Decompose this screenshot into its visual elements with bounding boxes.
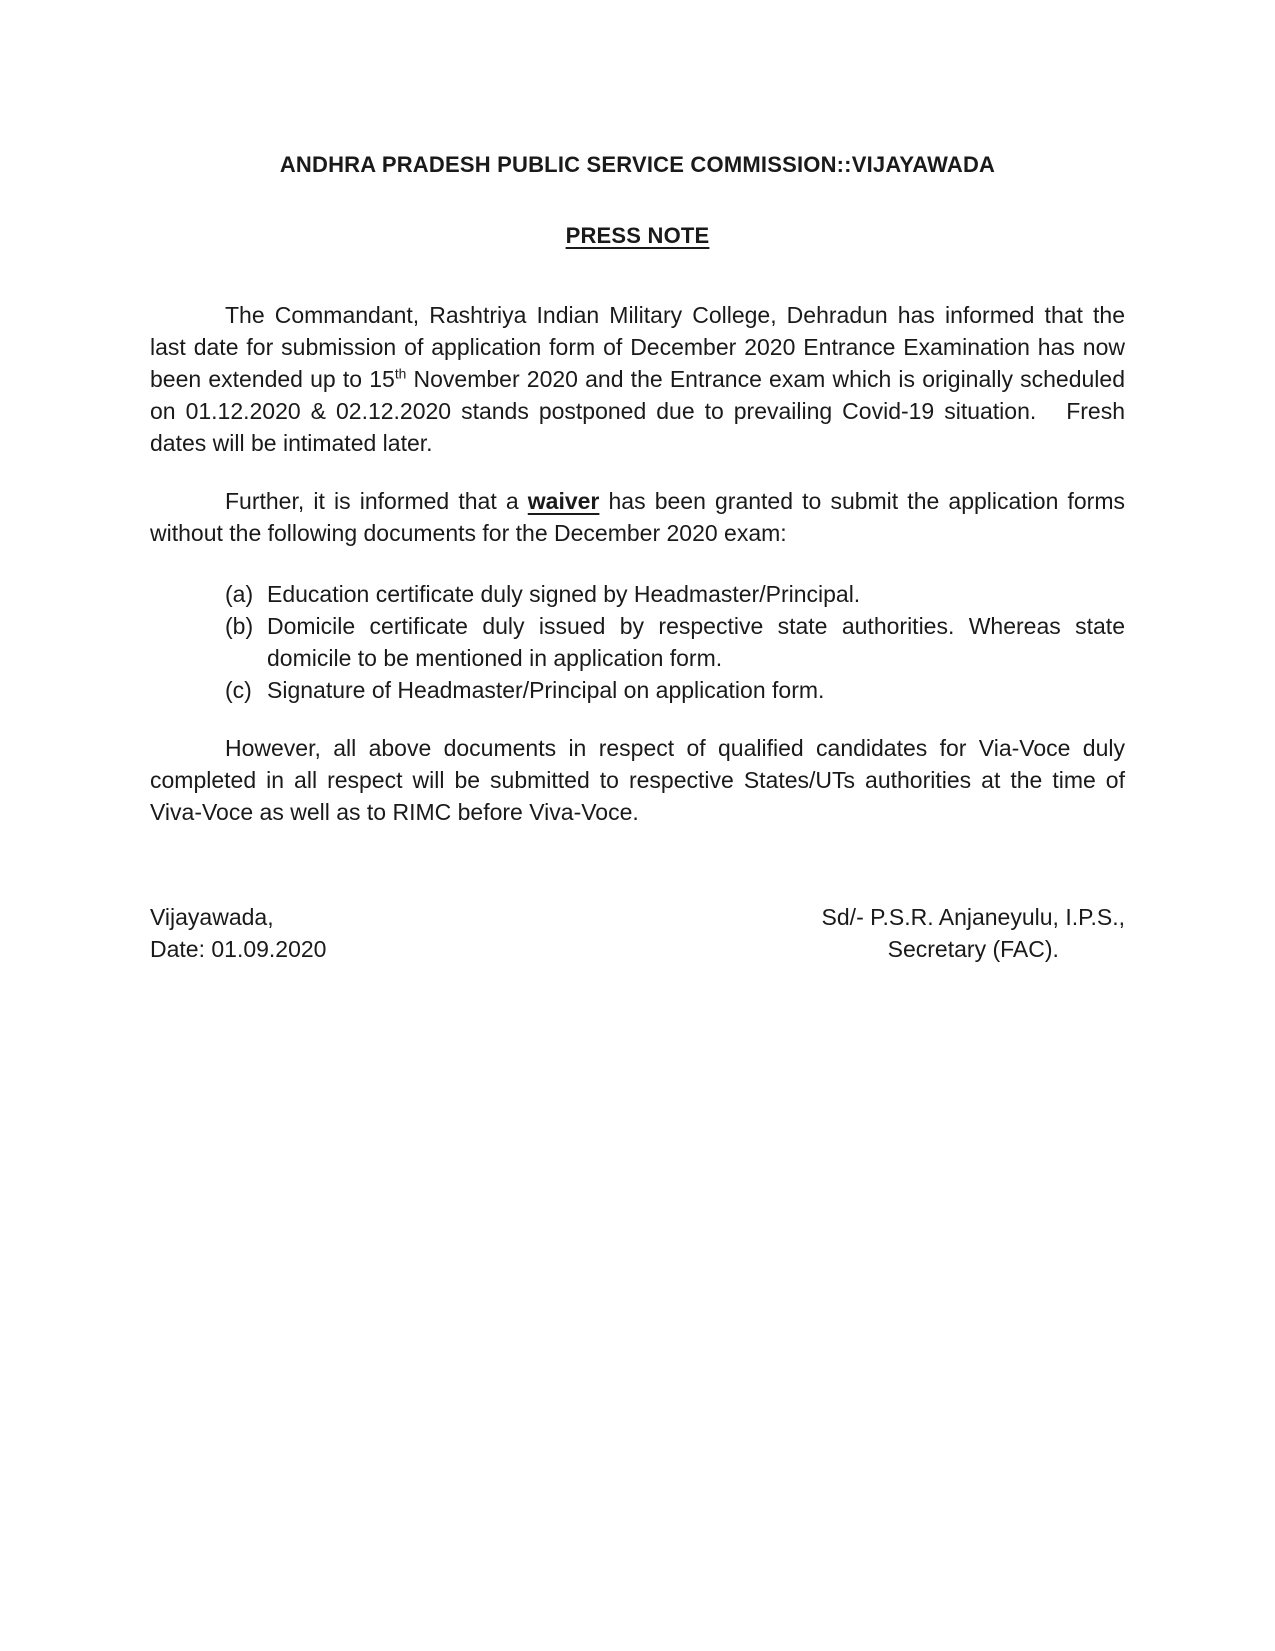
list-item-text: Education certificate duly signed by Headmaster/Principal. — [267, 581, 861, 607]
ordinal-superscript: th — [394, 366, 407, 382]
signature-signed-by: Sd/- P.S.R. Anjaneyulu, I.P.S., — [821, 904, 1125, 930]
list-item — [225, 610, 1125, 674]
signature-date: Date: 01.09.2020 — [150, 936, 327, 962]
signature-place: Vijayawada, — [150, 904, 274, 930]
paragraph-extension-notice — [150, 299, 1125, 459]
list-item-text: Domicile certificate duly issued by respective state authorities. Whereas state domicile to be mentioned in application form. — [267, 613, 1125, 671]
waiver-emphasis: waiver — [527, 488, 600, 514]
list-item — [225, 578, 1125, 610]
signature-designation: Secretary (FAC). — [887, 936, 1059, 962]
paragraph-1-text-before-superscript: The Commandant, Rashtriya Indian Military College, Dehradun has informed that the last date for submission of application form of December 2020 Entrance Examination has now been extended up to 15 — [150, 302, 1125, 392]
paragraph-waiver-notice — [150, 485, 1125, 549]
paragraph-viva-voce-notice: However, all above documents in respect of qualified candidates for Via-Voce duly completed in all respect will be submitted to respective States/UTs authorities at the time of Viva-Voce as well as to RIMC before Viva-Voce. — [150, 735, 1125, 825]
signature-block — [150, 901, 1125, 965]
list-item-label: (b) — [225, 613, 254, 639]
waived-documents-list — [225, 578, 1125, 706]
paragraph-2-text-before-waiver: Further, it is informed that a — [225, 488, 528, 514]
press-note-heading — [150, 223, 1125, 249]
list-item — [225, 674, 1125, 706]
paragraph-2-text-after-waiver: has been granted to submit the application forms without the following documents for the December 2020 exam: — [150, 488, 1126, 546]
signature-authority — [822, 901, 1125, 965]
list-item-text: Signature of Headmaster/Principal on application form. — [267, 677, 825, 703]
paragraph-1-text-after-superscript: November 2020 and the Entrance exam which is originally scheduled on 01.12.2020 & 02.12.2020 stands postponed due to prevailing Covid-19 situation. Fresh dates will be intimated later. — [150, 366, 1126, 456]
list-item-label: (a) — [225, 581, 254, 607]
signature-place-date — [150, 901, 326, 965]
list-item-label: (c) — [225, 677, 252, 703]
document-title: ANDHRA PRADESH PUBLIC SERVICE COMMISSION::VIJAYAWADA — [279, 152, 996, 177]
press-note-heading-text: PRESS NOTE — [565, 223, 710, 248]
